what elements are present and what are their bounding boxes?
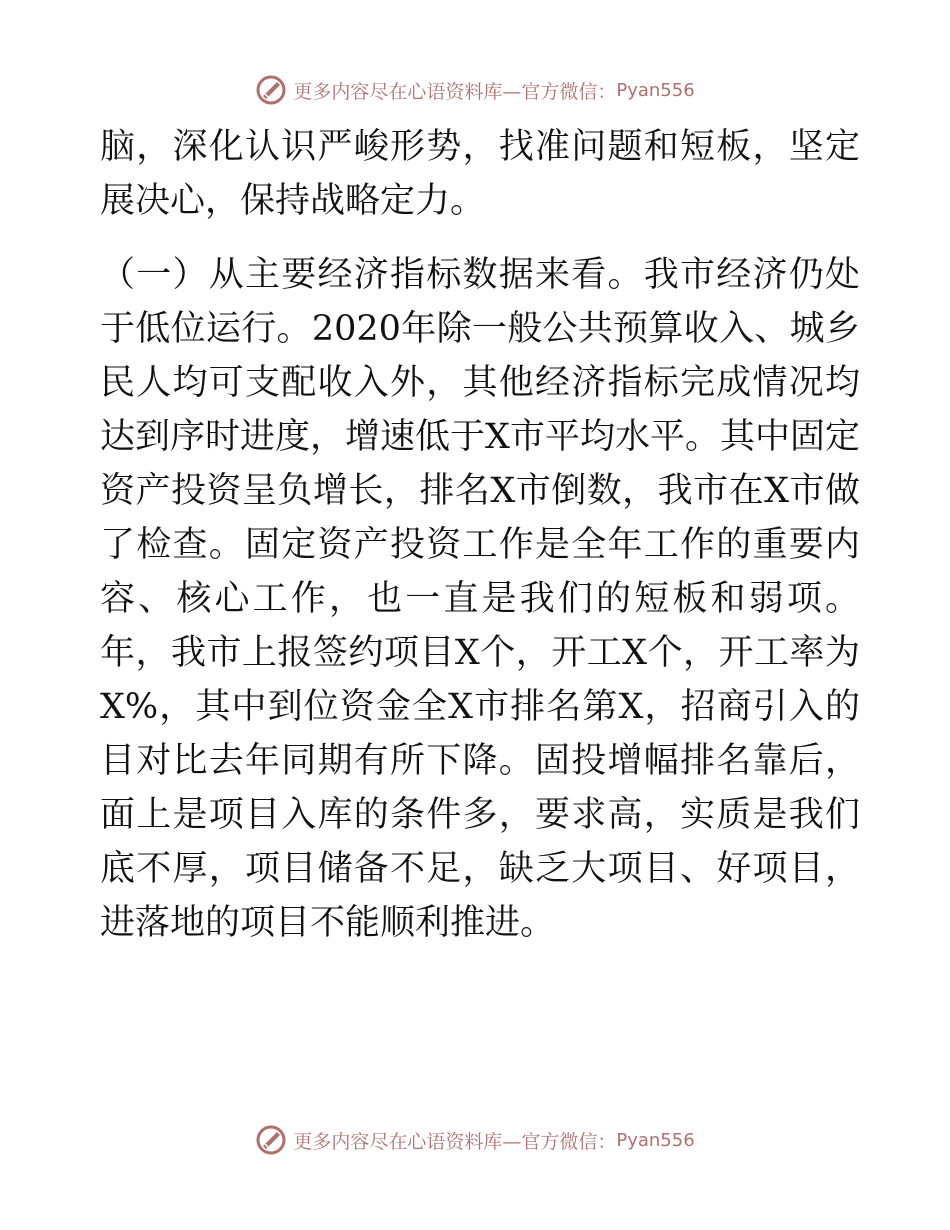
text-line: 目对比去年同期有所下降。固投增幅排名靠后， [100, 741, 860, 781]
watermark-account: Pyan556 [616, 79, 695, 101]
footer-watermark [0, 1120, 950, 1160]
text-line: 容、核心工作，也一直是我们的短板和弱项。 [100, 579, 860, 619]
text-line: （一）从主要经济指标数据来看。我市经济仍处 [100, 255, 860, 295]
text-line: 展决心，保持战略定力。 [100, 181, 486, 221]
text-line: 面上是项目入库的条件多，要求高，实质是我们 [100, 795, 860, 835]
text-line: 达到序时进度，增速低于X市平均水平。其中固定 [100, 417, 860, 457]
paragraph-2 [100, 248, 860, 950]
header-watermark [0, 70, 950, 110]
paragraph-1 [100, 120, 860, 228]
watermark-text: 更多内容尽在心语资料库—官方微信： [293, 1130, 617, 1153]
watermark-logo-icon [255, 1124, 287, 1156]
watermark-account: Pyan556 [616, 1129, 695, 1151]
document-body [100, 120, 860, 950]
watermark-logo-icon [255, 74, 287, 106]
text-line: 脑，深化认识严峻形势，找准问题和短板，坚定 [100, 127, 860, 167]
text-line: 底不厚，项目储备不足，缺乏大项目、好项目， [100, 849, 860, 889]
text-line: 资产投资呈负增长，排名X市倒数，我市在X市做 [100, 471, 860, 511]
text-line: 了检查。固定资产投资工作是全年工作的重要内 [100, 525, 860, 565]
text-line: 进落地的项目不能顺利推进。 [100, 903, 556, 943]
text-line: X%，其中到位资金全X市排名第X，招商引入的 [100, 687, 860, 727]
watermark-text: 更多内容尽在心语资料库—官方微信： [293, 80, 617, 103]
text-line: 于低位运行。2020年除一般公共预算收入、城乡 [100, 309, 860, 349]
text-line: 民人均可支配收入外，其他经济指标完成情况均 [100, 363, 860, 403]
text-line: 年，我市上报签约项目X个，开工X个，开工率为 [100, 633, 860, 673]
